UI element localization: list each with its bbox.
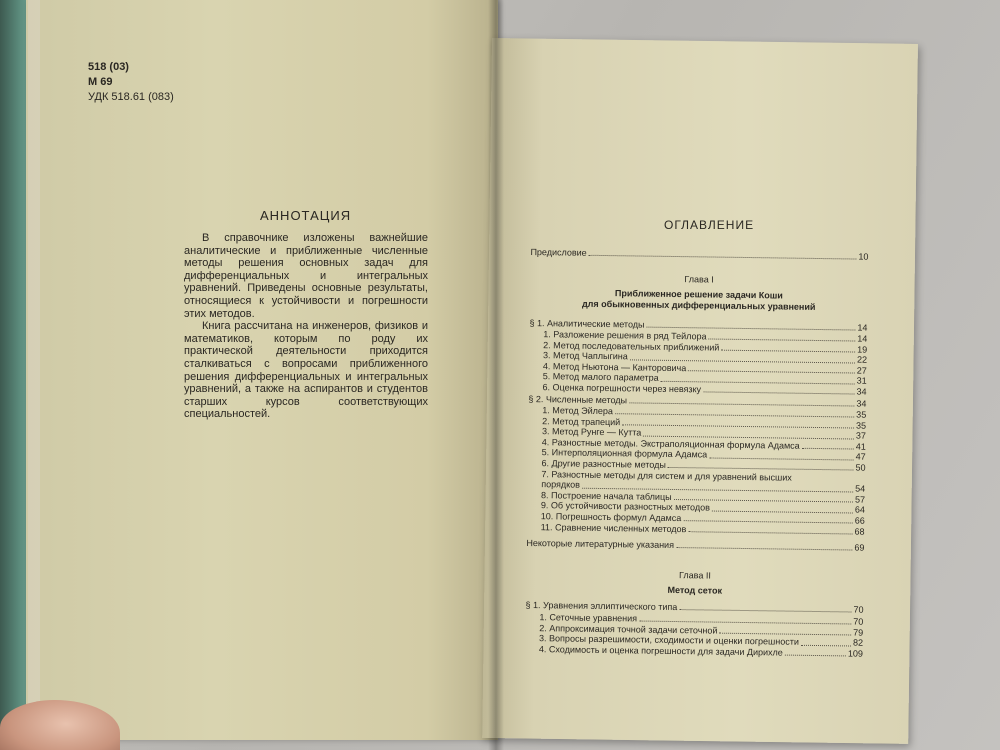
toc-page: 10: [858, 251, 869, 262]
toc-page: 69: [854, 542, 865, 553]
toc-label: 1. Сеточные уравнения: [539, 612, 638, 624]
toc-label: 2. Аппроксимация точной задачи сеточной: [539, 622, 718, 636]
annotation-paragraph: В справочнике изложены важнейшие аналитические и приближенные численные методы решения основных задач для дифференциальных и интегральных уравнений. Приведены основные результаты, относящиеся к устойчивости и погрешности этих методов.: [184, 232, 428, 320]
toc-page: 109: [847, 648, 863, 659]
toc-page: 79: [853, 627, 864, 638]
toc-label: 10. Погрешность формул Адамса: [540, 511, 682, 524]
toc-label: Предисловие: [530, 246, 587, 258]
catalog-codes: [88, 60, 174, 105]
book-gutter: [488, 0, 504, 750]
annotation-title: АННОТАЦИЯ: [260, 208, 352, 223]
toc-page: 37: [855, 430, 867, 441]
toc-label: 4. Метод Ньютона — Канторовича: [542, 360, 687, 373]
toc-label: 3. Метод Чаплыгина: [542, 350, 628, 362]
toc-page: 27: [856, 365, 867, 376]
toc-label: 3. Вопросы разрешимости, сходимости и оценки погрешности: [539, 633, 800, 647]
chapter2-title: Метод сеток: [667, 584, 723, 596]
chapter1-title-line1: Приближенное решение задачи Коши: [614, 288, 783, 301]
toc-page: 64: [854, 504, 865, 516]
catalog-code-2: М 69: [88, 76, 113, 88]
toc-page: 14: [857, 322, 868, 333]
toc-label: порядков: [541, 479, 581, 490]
toc-page: 50: [855, 462, 866, 473]
toc-label: 1. Разложение решения в ряд Тейлора: [543, 329, 707, 342]
toc-title: ОГЛАВЛЕНИЕ: [664, 218, 755, 232]
toc-label: 3. Метод Рунге — Кутта: [541, 426, 642, 438]
toc-label: 9. Об устойчивости разностных методов: [540, 500, 711, 513]
toc-page: 54: [855, 483, 866, 494]
toc-page: 22: [856, 354, 868, 365]
toc-label: § 2. Численные методы: [528, 393, 628, 406]
chapter1-heading: Глава I: [684, 274, 714, 285]
udc-code: УДК 518.61 (083): [88, 91, 174, 103]
toc-page: 68: [854, 526, 865, 537]
toc-label: 8. Построение начала таблицы: [541, 489, 672, 502]
toc-page: 57: [854, 494, 866, 505]
toc-label: 2. Метод последовательных приближений: [543, 339, 720, 353]
toc-page: 31: [856, 375, 867, 387]
chapter2-heading: Глава II: [679, 570, 711, 581]
toc-label: 1. Метод Эйлера: [542, 405, 613, 417]
annotation-text: [184, 232, 428, 421]
toc-label: § 1. Аналитические методы: [529, 317, 645, 330]
cover-edge: [28, 0, 40, 750]
toc-label: 4. Разностные методы. Экстраполяционная формула Адамса: [541, 436, 800, 451]
toc-label: 5. Метод малого параметра: [542, 371, 659, 384]
toc-page: 66: [854, 515, 865, 526]
toc-label: 6. Другие разностные методы: [541, 458, 666, 470]
catalog-code-1: 518 (03): [88, 61, 129, 73]
chapter1-title-line2: для обыкновенных дифференциальных уравнений: [581, 298, 816, 312]
toc-label: Некоторые литературные указания: [526, 537, 675, 551]
toc-label: § 1. Уравнения эллиптического типа: [525, 599, 678, 613]
toc-page: 34: [856, 386, 867, 397]
toc-page: 19: [857, 344, 868, 355]
toc-label: 2. Метод трапеций: [542, 415, 621, 427]
toc-page: 47: [855, 451, 866, 463]
toc-page: 70: [853, 604, 864, 615]
toc-label: 7. Разностные методы для систем и для уравнений высших: [541, 468, 792, 483]
toc-page: 34: [856, 398, 867, 409]
toc-page: 35: [856, 409, 867, 420]
toc-label: 11. Сравнение численных методов: [540, 521, 687, 534]
toc-label: 4. Сходимость и оценка погрешности для задачи Дирихле: [538, 643, 783, 658]
toc-page: 70: [853, 616, 864, 627]
toc-page: 35: [856, 420, 867, 431]
annotation-paragraph: Книга рассчитана на инженеров, физиков и математиков, которым по роду их практической деятельности приходится сталкиваться с вопросами приближенного решения дифференциальных и интегральных уравнений, а также на аспирантов и студентов старших курсов соответствующих специальностей.: [184, 320, 428, 421]
toc-page: 41: [855, 441, 866, 452]
toc-page: 82: [852, 637, 864, 648]
toc-label: 6. Оценка погрешности через невязку: [542, 382, 702, 395]
toc-page: 14: [857, 333, 868, 344]
toc-label: 5. Интерполяционная формула Адамса: [541, 447, 708, 460]
